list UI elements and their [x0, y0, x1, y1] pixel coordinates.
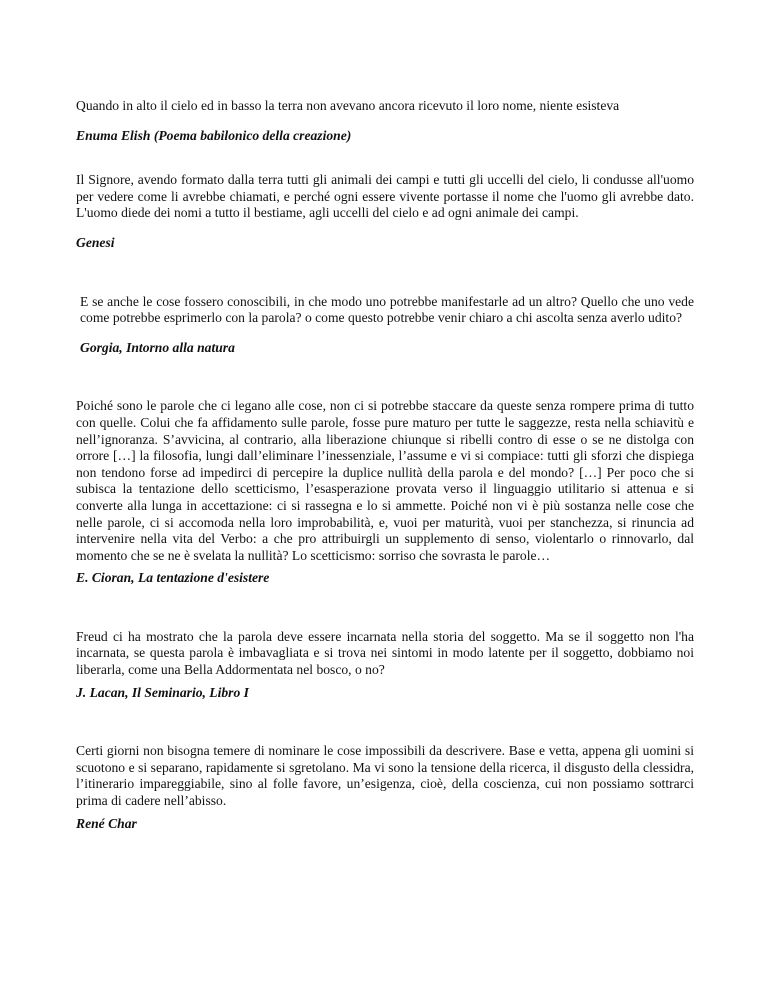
- quote-paragraph: Il Signore, avendo formato dalla terra tutti gli animali dei campi e tutti gli uccelli del cielo, li condusse all'uomo per vedere come li avrebbe chiamati, e perché ogni essere vivente portasse il nome che l'uomo gli avrebbe dato. L'uomo diede dei nomi a tutto il bestiame, agli uccelli del cielo e ad ogni animale dei campi.: [76, 172, 694, 221]
- attribution-line: Enuma Elish (Poema babilonico della creazione): [76, 127, 352, 143]
- attribution-line: René Char: [76, 815, 137, 831]
- attribution-line: J. Lacan, Il Seminario, Libro I: [76, 684, 249, 700]
- epigraph-block: [76, 172, 694, 251]
- epigraph-block: [76, 629, 694, 701]
- quote-paragraph: Quando in alto il cielo ed in basso la terra non avevano ancora ricevuto il loro nome, niente esisteva: [76, 98, 620, 113]
- epigraph-block: [76, 294, 694, 357]
- attribution-line: E. Cioran, La tentazione d'esistere: [76, 570, 270, 586]
- attribution-line: Gorgia, Intorno alla natura: [80, 339, 235, 355]
- epigraph-block: [76, 743, 694, 832]
- quote-paragraph: Poiché sono le parole che ci legano alle cose, non ci si potrebbe staccare da queste senza rompere prima di tutto con quelle. Colui che fa affidamento sulle parole, fosse pure maturo per tutte le saggezze, resta nella schiavitù e nell’ignoranza. S’avvicina, al contrario, alla liberazione chiunque si ribelli contro di esse o se ne distolga con orrore […] la filosofia, lungi dall’eliminare l’inessenziale, l’assume e vi si compiace: tutti gli sforzi che dispiega non tendono forse ad impedirci di percepire la duplice nullità della parola e del mondo? […] Per poco che si subisca la tentazione dello scetticismo, l’esasperazione provata verso il linguaggio utilitario si attenua e si converte alla lunga in accettazione: ci si rassegna e lo si ammette. Poiché non vi è più sostanza nelle cose che nelle parole, ci si accomoda nella loro improbabilità, e, vuoi per maturità, vuoi per stanchezza, si rinuncia ad intervenire nella vita del Verbo: a che pro attribuirgli un supplemento di senso, violentarlo o rinnovarlo, dal momento che se ne è svelata la nullità? Lo scetticismo: sorriso che sovrasta le parole…: [76, 398, 694, 563]
- quote-paragraph: E se anche le cose fossero conoscibili, in che modo uno potrebbe manifestarle ad un altro? Quello che uno vede come potrebbe esprimerlo con la parola? o come questo potrebbe venir chiaro a chi ascolta senza averlo udito?: [80, 293, 694, 326]
- quote-paragraph: Certi giorni non bisogna temere di nominare le cose impossibili da descrivere. Base e vetta, appena gli uomini si scuotono e si separano, rapidamente si sgretolano. Ma vi sono la tensione della ricerca, il disgusto della clessidra, l’itinerario impareggiabile, sino al folle favore, un’esigenza, cioè, della coscienza, cui non possiamo sottrarci prima di cadere nell’abisso.: [76, 743, 694, 809]
- attribution-line: Genesi: [76, 234, 115, 250]
- quote-paragraph: Freud ci ha mostrato che la parola deve essere incarnata nella storia del soggetto. Ma se il soggetto non l'ha incarnata, se questa parola è imbavagliata e si trova nei sintomi in modo latente per il soggetto, dobbiamo noi liberarla, come una Bella Addormentata nel bosco, o no?: [76, 628, 694, 678]
- epigraph-block: [76, 98, 694, 144]
- epigraph-block: [76, 398, 694, 587]
